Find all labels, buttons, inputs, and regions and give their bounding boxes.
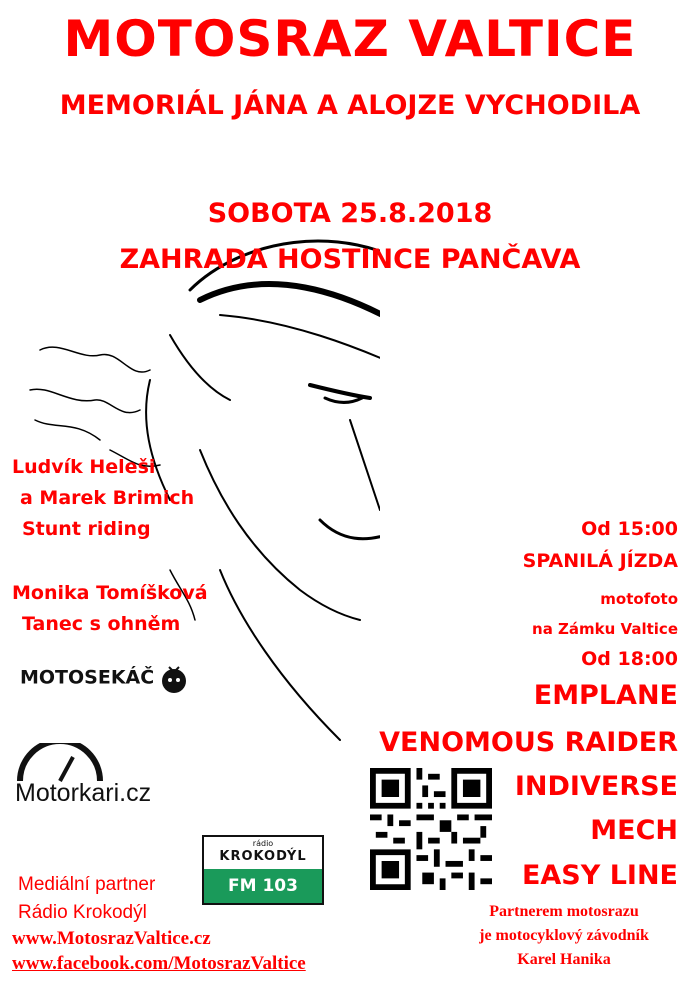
partner-line-2: je motocyklový závodník: [479, 927, 649, 944]
motosekac-wordmark: MOTOSEKÁČ: [20, 666, 155, 689]
band-1: EMPLANE: [533, 680, 678, 711]
radio-krokodyl-logo: [202, 835, 324, 905]
band-4: MECH: [590, 815, 678, 846]
photo-line-1: motofoto: [600, 590, 678, 608]
time-start-concert: Od 18:00: [581, 648, 678, 670]
event-date: SOBOTA 25.8.2018: [207, 198, 493, 229]
motorkari-wordmark: Motorkari.cz: [15, 779, 152, 807]
stunt-act: Stunt riding: [22, 518, 151, 540]
media-partner-name: Rádio Krokodýl: [18, 902, 147, 923]
event-venue: ZAHRADA HOSTINCE PANČAVA: [119, 244, 581, 275]
event-subtitle: MEMORIÁL JÁNA A ALOJZE VYCHODILA: [59, 90, 641, 121]
band-2: VENOMOUS RAIDER: [379, 727, 678, 758]
website-link[interactable]: www.MotosrazValtice.cz: [12, 928, 211, 949]
qr-code[interactable]: [370, 768, 492, 890]
partner-line-1: Partnerem motosrazu: [489, 903, 639, 920]
fire-performer: Monika Tomíšková: [12, 582, 208, 604]
speedometer-icon: [15, 743, 105, 783]
radio-small-label: rádio: [252, 839, 274, 848]
radio-frequency: FM 103: [228, 876, 298, 896]
facebook-link[interactable]: www.facebook.com/MotosrazValtice: [12, 953, 306, 974]
partner-line-3: Karel Hanika: [517, 951, 611, 968]
event-title: MOTOSRAZ VALTICE: [63, 10, 637, 68]
band-3: INDIVERSE: [514, 771, 678, 802]
band-5: EASY LINE: [521, 860, 678, 891]
fire-act: Tanec s ohněm: [22, 613, 181, 635]
stunt-performer-1: Ludvík Heleši: [12, 456, 156, 478]
radio-green-band: [204, 869, 322, 903]
media-partner-label: Mediální partner: [18, 874, 156, 895]
photo-line-2: na Zámku Valtice: [532, 620, 678, 638]
stunt-performer-2: a Marek Brimich: [20, 487, 195, 509]
motosekac-logo: [20, 664, 189, 694]
time-start-ride: Od 15:00: [581, 518, 678, 540]
ride-title: SPANILÁ JÍZDA: [522, 550, 678, 572]
radio-name-label: KROKODÝL: [219, 849, 307, 864]
tv-face-icon: [159, 664, 189, 694]
